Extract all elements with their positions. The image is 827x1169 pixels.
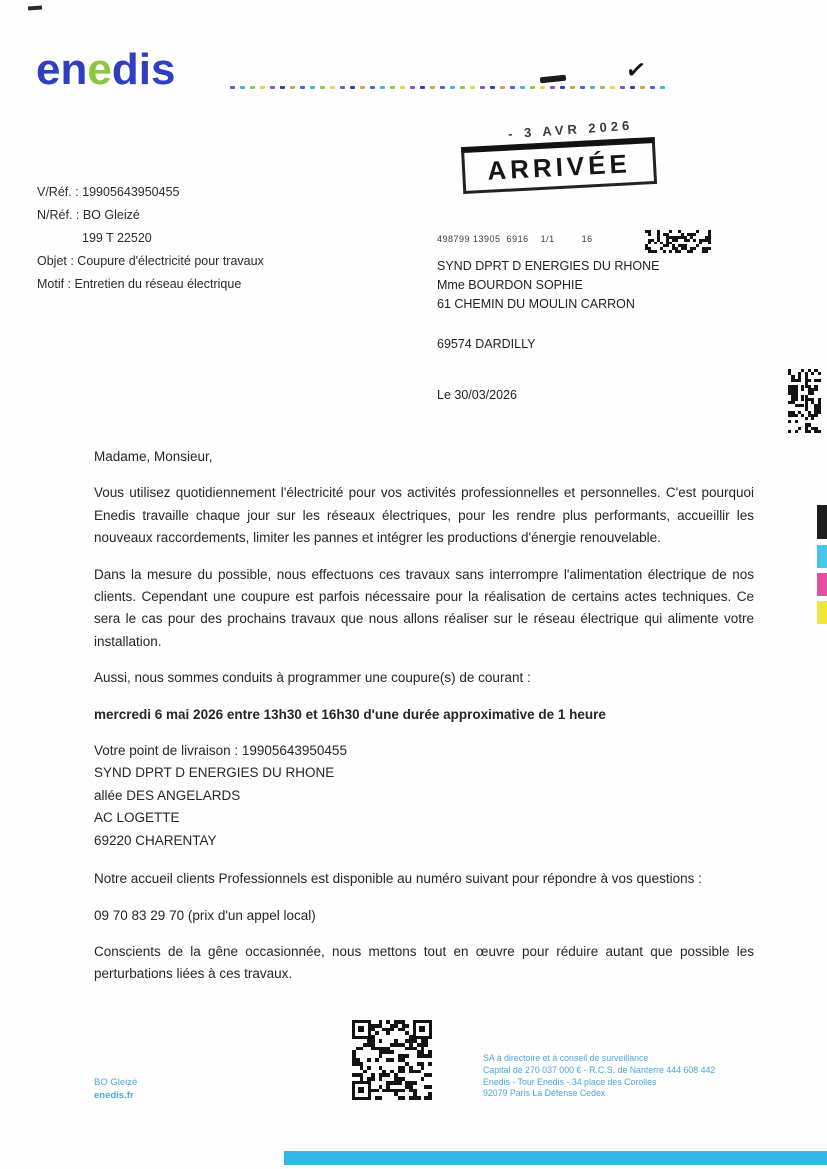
delivery-point-block bbox=[94, 740, 754, 852]
footer-legal-line: 92079 Paris La Défense Cedex bbox=[483, 1088, 606, 1099]
delivery-address-line: 69220 CHARENTAY bbox=[94, 832, 217, 848]
arrival-stamp bbox=[461, 137, 657, 194]
enedis-logo-text-right: dis bbox=[111, 45, 176, 94]
recipient-line-2: Mme BOURDON SOPHIE bbox=[437, 278, 583, 292]
registration-mark-magenta bbox=[817, 573, 827, 596]
scan-tick-mark: ✓ bbox=[624, 55, 648, 86]
nref-line: N/Réf. : BO Gleizé bbox=[37, 208, 140, 222]
scan-pen-dash bbox=[540, 75, 566, 84]
recipient-city: 69574 DARDILLY bbox=[437, 337, 536, 351]
corner-scan-artifact bbox=[28, 6, 42, 11]
footer-legal-block bbox=[483, 1053, 715, 1100]
footer-office-label: BO Gleizé bbox=[94, 1077, 138, 1088]
contact-phone-line: 09 70 83 29 70 (prix d'un appel local) bbox=[94, 907, 316, 923]
registration-mark-yellow bbox=[817, 601, 827, 624]
recipient-line-1: SYND DPRT D ENERGIES DU RHONE bbox=[437, 259, 660, 273]
bottom-cyan-bar bbox=[284, 1151, 827, 1165]
delivery-address-line: allée DES ANGELARDS bbox=[94, 787, 241, 803]
reference-block bbox=[37, 182, 264, 297]
datamatrix-right-edge bbox=[788, 369, 821, 433]
footer-legal-line: Capital de 270 037 000 € - R.C.S. de Nanterre 444 608 442 bbox=[483, 1064, 716, 1075]
arrival-stamp-label: ARRIVÉE bbox=[486, 147, 632, 186]
arrival-stamp-date: - 3 AVR 2026 bbox=[507, 117, 634, 142]
brand-dash-line bbox=[230, 86, 650, 89]
qr-code-bottom bbox=[352, 1020, 432, 1100]
contact-info-line: Notre accueil clients Professionnels est disponible au numéro suivant pour répondre à vos questions : bbox=[94, 871, 702, 887]
delivery-address-line: SYND DPRT D ENERGIES DU RHONE bbox=[94, 765, 335, 781]
qr-finder-icon bbox=[352, 1020, 371, 1039]
enedis-logo-green-e: e bbox=[87, 45, 112, 94]
vref-line: V/Réf. : 19905643950455 bbox=[37, 185, 180, 199]
closing-paragraph: Conscients de la gêne occasionnée, nous mettons tout en œuvre pour réduire autant que possible les perturbations liées à ces travaux. bbox=[94, 943, 754, 982]
paragraph-works: Dans la mesure du possible, nous effectuons ces travaux sans interrompre l'alimentation électrique de nos clients. Cependant une coupure est parfois nécessaire pour la réalisation de certains actes techniques. Ce sera le cas pour des prochains travaux que nous allons réaliser sur le réseau électrique qui alimente votre installation. bbox=[94, 566, 754, 649]
enedis-fr-label: enedis.fr bbox=[94, 1090, 134, 1101]
delivery-point-line: Votre point de livraison : 19905643950455 bbox=[94, 743, 347, 759]
enedis-logo-text-left: en bbox=[36, 45, 88, 94]
objet-line: Objet : Coupure d'électricité pour travaux bbox=[37, 254, 264, 268]
letter-date: Le 30/03/2026 bbox=[437, 388, 517, 402]
registration-mark-black bbox=[817, 505, 827, 539]
footer-legal-line: SA à directoire et à conseil de surveillance bbox=[483, 1053, 649, 1063]
enedis-logo bbox=[36, 45, 176, 94]
registration-mark-cyan bbox=[817, 545, 827, 568]
qr-finder-icon bbox=[352, 1081, 371, 1100]
nref-line-2: 199 T 22520 bbox=[82, 231, 152, 245]
outage-schedule-highlight: mercredi 6 mai 2026 entre 13h30 et 16h30 d'une durée approximative de 1 heure bbox=[94, 706, 606, 722]
motif-line: Motif : Entretien du réseau électrique bbox=[37, 277, 242, 291]
paragraph-announcement: Aussi, nous sommes conduits à programmer une coupure(s) de courant : bbox=[94, 670, 531, 686]
footer-office-block bbox=[94, 1076, 137, 1102]
delivery-address-line: AC LOGETTE bbox=[94, 810, 180, 826]
paragraph-intro: Vous utilisez quotidiennement l'électricité pour vos activités professionnelles et personnelles. C'est pourquoi Enedis travaille chaque jour sur les réseaux électriques, pour les rendre plus performants, accueillir les nouveaux raccordements, limiter les pannes et intégrer les productions d'énergie renouvelable. bbox=[94, 485, 754, 546]
recipient-block bbox=[437, 257, 660, 354]
mail-routing-code: 498799 13905 6916 1/1 16 bbox=[437, 234, 593, 244]
address-barcode bbox=[645, 230, 711, 253]
qr-finder-icon bbox=[413, 1020, 432, 1039]
salutation: Madame, Monsieur, bbox=[94, 449, 213, 464]
letter-body bbox=[94, 446, 754, 1000]
footer-legal-line: Enedis - Tour Enedis - 34 place des Corolles bbox=[483, 1076, 657, 1087]
recipient-line-3: 61 CHEMIN DU MOULIN CARRON bbox=[437, 297, 635, 311]
